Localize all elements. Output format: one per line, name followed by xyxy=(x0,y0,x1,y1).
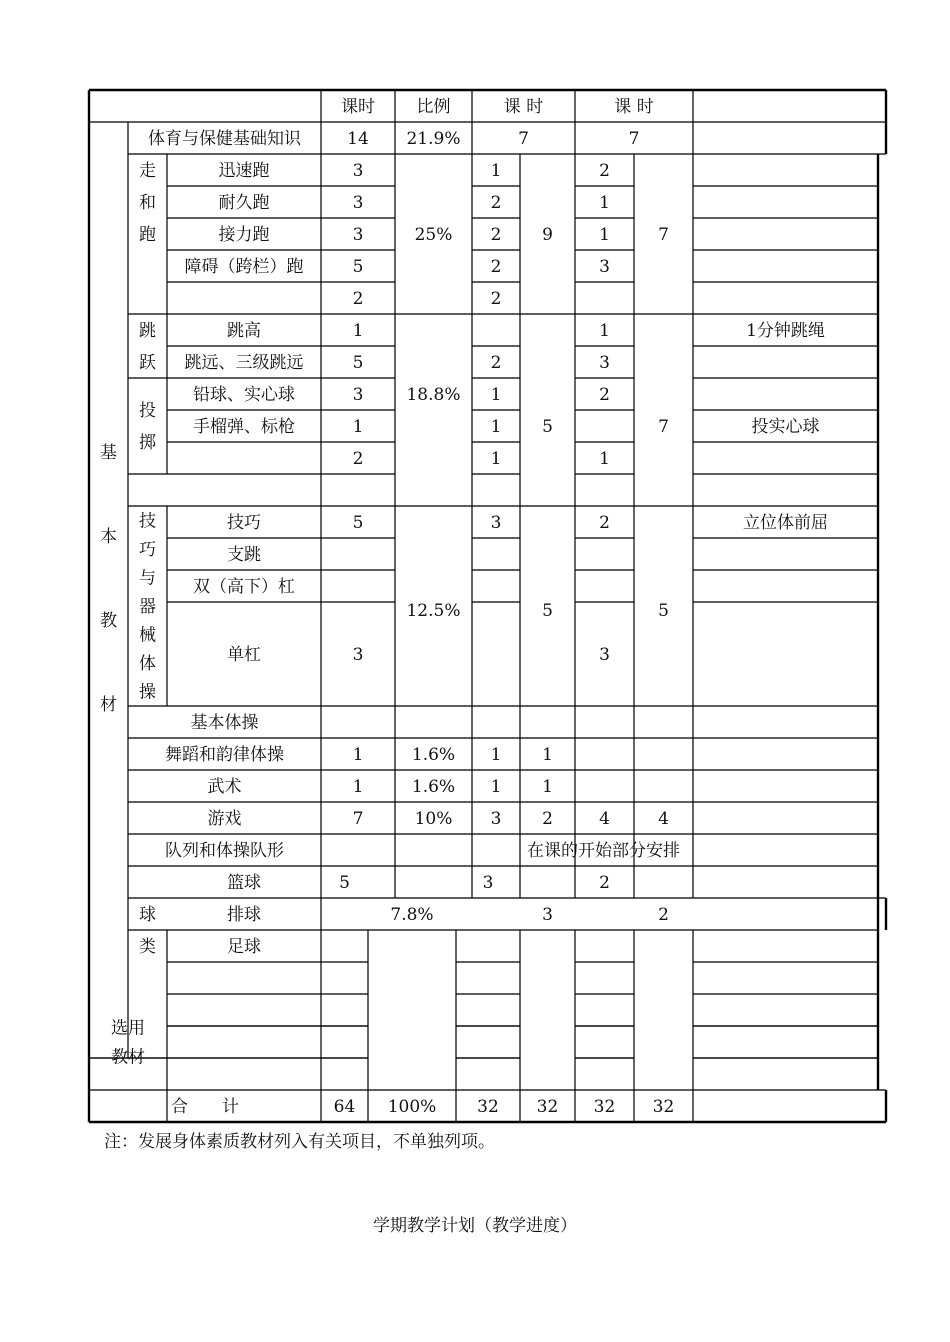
row-label: 游戏 xyxy=(207,809,242,829)
group-label-zouhepao: 和 xyxy=(139,193,156,213)
row-label: 支跳 xyxy=(227,545,261,565)
cell-a: 1 xyxy=(490,449,502,469)
cell-d: 7 xyxy=(658,417,669,437)
group-label-qiulei: 类 xyxy=(139,937,156,957)
cell-hours: 2 xyxy=(352,449,364,469)
total-c: 32 xyxy=(593,1097,616,1117)
group-label-jiqiao: 械 xyxy=(139,625,156,646)
cell-hours: 5 xyxy=(352,353,364,373)
cell-hours: 5 xyxy=(352,513,364,533)
cell-a: 2 xyxy=(490,193,502,213)
group-label-jiqiao: 器 xyxy=(139,597,156,617)
total-ratio: 100% xyxy=(387,1097,437,1117)
cell-a: 1 xyxy=(490,777,502,797)
total-d: 32 xyxy=(652,1097,675,1117)
cell-d: 2 xyxy=(658,905,669,925)
header-keshi-term1: 课 时 xyxy=(503,97,544,117)
cell-term2: 7 xyxy=(628,129,640,149)
cell-b: 9 xyxy=(542,225,553,245)
cell-ratio: 1.6% xyxy=(411,777,456,797)
cell-note: 立位体前屈 xyxy=(743,513,828,533)
group-label-jiqiao: 与 xyxy=(139,568,156,589)
total-hours: 64 xyxy=(333,1097,356,1117)
cell-b: 1 xyxy=(542,777,553,797)
group-label-jiben: 教 xyxy=(100,611,117,631)
total-a: 32 xyxy=(477,1097,499,1117)
row-label: 篮球 xyxy=(227,873,261,893)
cell-ratio: 21.9% xyxy=(406,129,461,149)
row-label: 手榴弹、标枪 xyxy=(193,417,295,437)
cell-c: 1 xyxy=(599,321,610,341)
cell-ratio: 10% xyxy=(414,809,453,829)
cell-c: 3 xyxy=(599,645,610,665)
group-label-jiben: 材 xyxy=(100,695,117,715)
group-label-xuanyong: 选用 xyxy=(111,1018,145,1039)
group-label-jiqiao: 操 xyxy=(139,682,156,703)
cell-c: 3 xyxy=(599,353,610,373)
group-label-throw: 投 xyxy=(139,401,156,421)
row-label: 体育与保健基础知识 xyxy=(148,129,301,149)
cell-a: 1 xyxy=(490,745,502,765)
cell-hours: 3 xyxy=(352,645,364,665)
cell-b: 3 xyxy=(542,905,553,925)
cell-d: 4 xyxy=(658,809,669,829)
group-label-jiben: 基 xyxy=(100,443,117,463)
cell-hours: 1 xyxy=(352,745,364,765)
cell-hours: 5 xyxy=(339,873,350,893)
cell-hours: 3 xyxy=(352,161,364,181)
cell-a: 3 xyxy=(490,513,502,533)
group-label-jiqiao: 巧 xyxy=(139,540,156,560)
group-label-qiulei: 球 xyxy=(139,905,156,925)
row-label: 双（高下）杠 xyxy=(193,577,295,597)
group-label-zouhepao: 跑 xyxy=(139,225,156,245)
cell-ratio: 1.6% xyxy=(411,745,456,765)
row-label: 技巧 xyxy=(227,513,261,533)
cell-c: 1 xyxy=(599,193,610,213)
cell-hours: 1 xyxy=(352,417,364,437)
cell-hours: 3 xyxy=(352,225,364,245)
cell-note: 投实心球 xyxy=(751,417,820,437)
row-label: 跳远、三级跳远 xyxy=(184,353,304,373)
group-label-jiqiao: 技 xyxy=(139,511,156,532)
row-label: 跳高 xyxy=(227,321,261,341)
group-label-jump: 跳 xyxy=(139,321,156,341)
cell-a: 1 xyxy=(490,385,502,405)
cell-c: 2 xyxy=(599,873,610,893)
section-title: 学期教学计划（教学进度） xyxy=(373,1216,577,1236)
row-label: 武术 xyxy=(207,777,242,797)
cell-d: 7 xyxy=(658,225,669,245)
cell-hours: 3 xyxy=(352,385,364,405)
cell-hours: 5 xyxy=(352,257,364,277)
group-label-xuanyong: 教材 xyxy=(111,1047,145,1068)
cell-hours: 14 xyxy=(347,129,369,149)
cell-hours: 1 xyxy=(352,321,364,341)
cell-note: 在课的开始部分安排 xyxy=(527,841,680,861)
cell-b: 1 xyxy=(542,745,553,765)
cell-c: 4 xyxy=(599,809,610,829)
total-b: 32 xyxy=(536,1097,559,1117)
cell-term1: 7 xyxy=(518,129,529,149)
cell-a: 2 xyxy=(490,289,502,309)
cell-a: 2 xyxy=(490,353,502,373)
cell-b: 5 xyxy=(542,417,553,437)
cell-ratio: 25% xyxy=(414,225,453,245)
group-label-zouhepao: 走 xyxy=(139,161,156,181)
header-keshi-term2: 课 时 xyxy=(614,97,654,117)
cell-c: 1 xyxy=(599,225,610,245)
cell-c: 2 xyxy=(599,161,610,181)
table-footnote: 注：发展身体素质教材列入有关项目，不单独列项。 xyxy=(104,1132,495,1152)
total-label: 合 计 xyxy=(171,1097,239,1117)
header-keshi: 课时 xyxy=(341,97,375,117)
row-label: 足球 xyxy=(227,937,261,957)
group-label-jiben: 本 xyxy=(100,527,117,547)
cell-ratio: 18.8% xyxy=(406,385,461,405)
group-label-jump: 跃 xyxy=(139,353,156,373)
cell-ratio: 7.8% xyxy=(390,905,434,925)
cell-c: 2 xyxy=(599,513,610,533)
row-label: 迅速跑 xyxy=(218,161,270,181)
header-bili: 比例 xyxy=(416,97,451,117)
cell-c: 3 xyxy=(599,257,610,277)
row-label: 耐久跑 xyxy=(218,193,270,213)
cell-c: 2 xyxy=(599,385,610,405)
cell-hours: 3 xyxy=(352,193,364,213)
cell-d: 5 xyxy=(658,601,669,621)
row-label: 接力跑 xyxy=(218,225,270,245)
group-label-throw: 掷 xyxy=(139,433,156,453)
row-label: 单杠 xyxy=(227,645,261,665)
cell-a: 2 xyxy=(490,225,502,245)
cell-b: 2 xyxy=(542,809,553,829)
cell-note: 1分钟跳绳 xyxy=(746,321,825,341)
cell-c: 1 xyxy=(599,449,610,469)
row-label: 队列和体操队形 xyxy=(165,841,284,861)
cell-hours: 7 xyxy=(352,809,364,829)
cell-hours: 2 xyxy=(352,289,364,309)
row-label: 障碍（跨栏）跑 xyxy=(184,257,304,277)
row-label: 铅球、实心球 xyxy=(193,385,295,405)
cell-hours: 1 xyxy=(352,777,364,797)
cell-a: 3 xyxy=(490,809,502,829)
group-label-jiqiao: 体 xyxy=(139,654,156,674)
cell-a: 3 xyxy=(482,873,494,893)
cell-ratio: 12.5% xyxy=(406,601,461,621)
cell-a: 2 xyxy=(490,257,502,277)
cell-b: 5 xyxy=(542,601,553,621)
cell-a: 1 xyxy=(490,417,502,437)
row-label: 基本体操 xyxy=(190,713,259,733)
cell-a: 1 xyxy=(490,161,502,181)
row-label: 舞蹈和韵律体操 xyxy=(165,745,284,765)
row-label: 排球 xyxy=(227,905,261,925)
